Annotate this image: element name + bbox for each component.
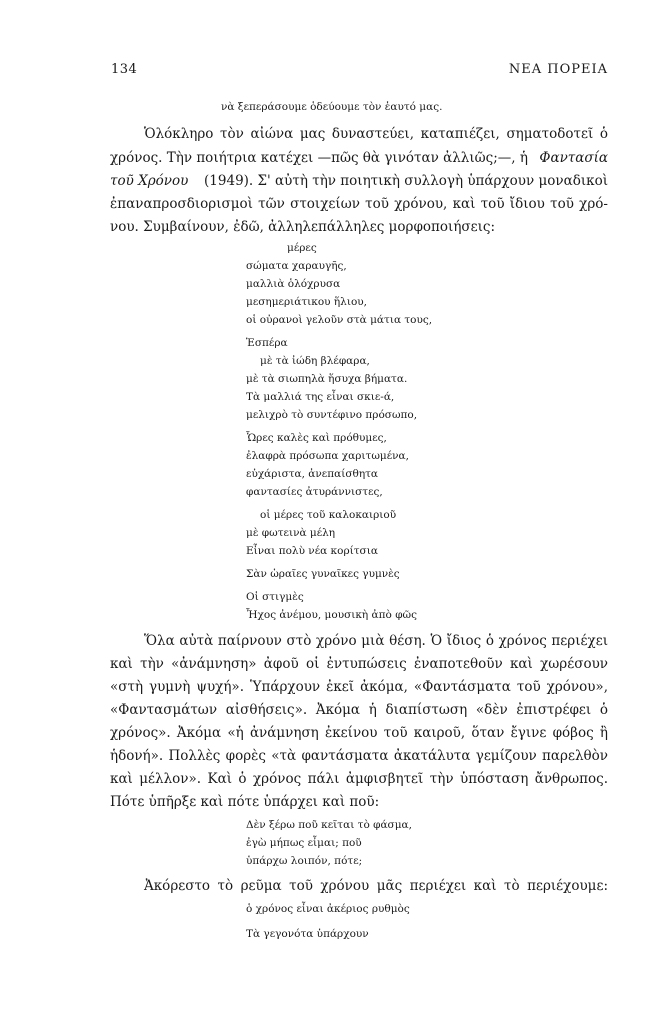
poem1-line: Ὧρες καλὲς καὶ πρόθυμες, <box>246 432 387 444</box>
paragraph2-line7: καὶ μέλλον». Καὶ ὁ χρόνος πάλι ἀμφισβητεῖ τὴν ὑπόσταση ἄνθρωπος. <box>110 771 608 787</box>
poem3-line: ὁ χρόνος εἶναι ἀκέριος ρυθμὸς <box>246 903 410 915</box>
poem1-line: μὲ τὰ ἰώδη βλέφαρα, <box>260 355 370 367</box>
poem1-line: Σὰν ὡραῖες γυναῖκες γυμνὲς <box>246 568 400 580</box>
paragraph1-line3-text: (1949). Σ' αὐτὴ τὴν ποιητικὴ συλλογὴ ὑπάρχουν μοναδικοὶ <box>204 173 608 189</box>
poem1-line: μέρες <box>287 242 317 254</box>
poem1-line: μαλλιὰ ὁλόχρυσα <box>246 278 341 290</box>
poem1-line: σώματα χαραυγῆς, <box>246 260 347 272</box>
paragraph2-line5: χρόνος». Ἀκόμα «ἡ ἀνάμνηση ἐκείνου τοῦ καιροῦ, ὅταν ἔγινε φόβος ἢ <box>110 725 608 741</box>
paragraph2-line3: «στὴ γυμνὴ ψυχή». Ὑπάρχουν ἐκεῖ ἀκόμα, «Φαντάσματα τοῦ χρόνου», <box>110 679 608 695</box>
poem1-line: Τὰ μαλλιά της εἶναι σκιε-ά, <box>246 391 395 403</box>
poem1-line: μεσημεριάτικου ἥλιου, <box>246 296 368 308</box>
poem2-line: Δὲν ξέρω ποῦ κεῖται τὸ φάσμα, <box>246 819 412 831</box>
poem1-line: Εἶναι πολὺ νέα κορίτσια <box>246 545 378 557</box>
paragraph1-line4: ἐπαναπροσδιορισμοὶ τῶν στοιχείων τοῦ χρόνου, καὶ τοῦ ἴδιου τοῦ χρό- <box>110 196 608 212</box>
poem1-line: οἱ μέρες τοῦ καλοκαιριοῦ <box>260 509 397 521</box>
poem2-line: ἐγὼ μήπως εἶμαι; ποῦ <box>246 837 362 849</box>
page-header <box>111 62 608 82</box>
poem1-line: ἐλαφρὰ πρόσωπα χαριτωμένα, <box>246 450 409 462</box>
paragraph2-line4: «Φαντασμάτων αἰσθήσεις». Ἀκόμα ἡ διαπίστωση «δὲν ἐπιστρέφει ὁ <box>110 702 608 718</box>
paragraph1-line1: Ὁλόκληρο τὸν αἰώνα μας δυναστεύει, καταπιέζει, σηματοδοτεῖ ὁ <box>144 126 608 142</box>
running-title: ΝΕΑ ΠΟΡΕΙΑ <box>508 62 608 77</box>
poem1-line: μελιχρὸ τὸ συντέφινο πρόσωπο, <box>246 409 418 421</box>
page-number: 134 <box>111 62 138 77</box>
poem1-line: Ἑσπέρα <box>246 337 288 349</box>
paragraph2-line2: καὶ τὴν «ἀνάμνηση» ἀφοῦ οἱ ἐντυπώσεις ἐναποτεθοῦν καὶ χωρέσουν <box>110 656 608 672</box>
paragraph1-line2 <box>110 150 608 166</box>
poem1-line: Ἦχος ἀνέμου, μουσικὴ ἀπὸ φῶς <box>246 609 417 621</box>
poem1-line: οἱ οὐρανοὶ γελοῦν στὰ μάτια τους, <box>246 314 433 326</box>
poem1-line: μὲ τὰ σιωπηλὰ ἥσυχα βήματα. <box>246 373 408 385</box>
poem1-line: φαντασίες ἀτυράννιστες, <box>246 486 383 498</box>
intro-line: νὰ ξεπεράσουμε ὁδεύουμε τὸν ἑαυτό μας. <box>221 101 443 113</box>
paragraph2-line6: ἡδονή». Πολλὲς φορὲς «τὰ φαντάσματα ἀκατάλυτα γεμίζουν παρελθὸν <box>110 748 608 764</box>
paragraph2-line1: Ὅλα αὐτὰ παίρνουν στὸ χρόνο μιὰ θέση. Ὁ ἴδιος ὁ χρόνος περιέχει <box>144 633 608 649</box>
book-title-chronou: τοῦ Χρόνου <box>110 173 189 189</box>
poem1-line: εὐχάριστα, ἀνεπαίσθητα <box>246 468 379 480</box>
paragraph3-line1: Ἀκόρεστο τὸ ρεῦμα τοῦ χρόνου μᾶς περιέχει καὶ τὸ περιέχουμε: <box>144 878 608 894</box>
paragraph1-line5: νου. Συμβαίνουν, ἐδῶ, ἀλληλεπάλληλες μορφοποιήσεις: <box>110 219 496 235</box>
paragraph2-line8: Πότε ὑπῆρξε καὶ πότε ὑπάρχει καὶ ποῦ: <box>110 794 380 810</box>
poem2-line: ὑπάρχω λοιπόν, πότε; <box>246 855 363 867</box>
poem1-line: μὲ φωτεινὰ μέλη <box>246 527 336 539</box>
paragraph1-line3 <box>110 173 608 189</box>
poem1-line: Οἱ στιγμὲς <box>246 591 304 603</box>
book-title-phantasia: Φαντασία <box>539 150 608 166</box>
paragraph1-line2-text: χρόνος. Τὴν ποιήτρια κατέχει —πῶς θὰ γινόταν ἀλλιῶς;—, ἡ <box>110 150 528 166</box>
poem3-line: Τὰ γεγονότα ὑπάρχουν <box>246 928 369 940</box>
